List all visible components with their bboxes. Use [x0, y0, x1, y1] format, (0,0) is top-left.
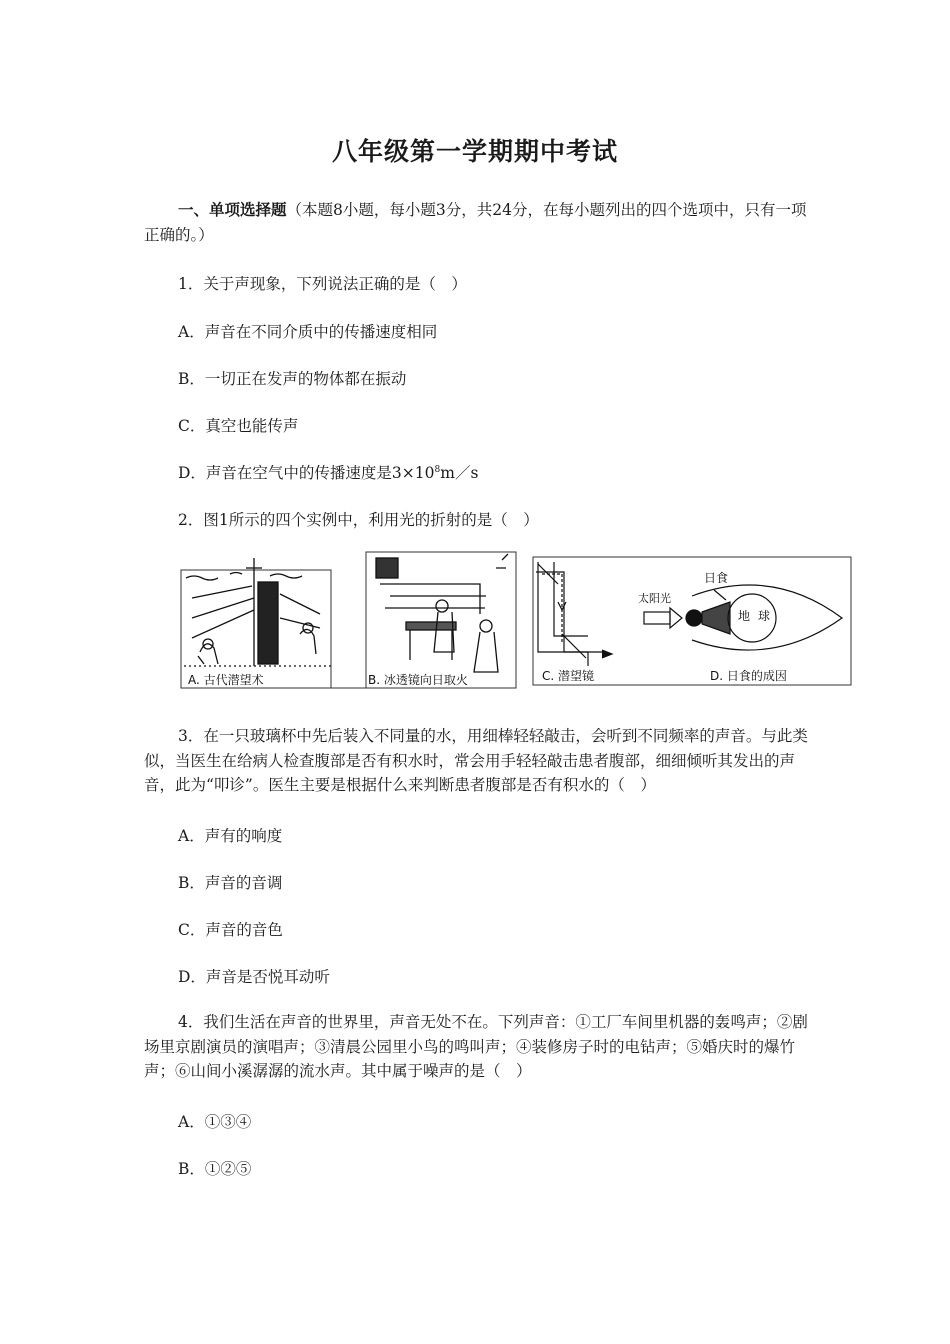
q4-stem: 4．我们生活在声音的世界里，声音无处不在。下列声音：①工厂车间里机器的轰鸣声；②剧场里京剧演员的演唱声；③清晨公园里小鸟的鸣叫声；④装修房子时的电钻声；⑤婚庆时的爆竹声；⑥山间小溪潺潺的流水声。其中属于噪声的是（ ） [144, 1013, 808, 1080]
section-note: （本题8小题，每小题3分，共24分，在每小题列出的四个选项中，只有一项正确的。） [144, 201, 807, 244]
q3-option-d: D．声音是否悦耳动听 [178, 968, 330, 986]
figure-1-panel-cd [532, 556, 852, 688]
q1-option-b: B．一切正在发声的物体都在振动 [178, 370, 407, 388]
q3-option-b: B．声音的音调 [178, 874, 283, 892]
caption-d: D. 日食的成因 [710, 669, 787, 683]
label-earth-2: 球 [758, 609, 771, 623]
q1-option-a: A．声音在不同介质中的传播速度相同 [178, 323, 438, 341]
ice-lens-illustration [376, 554, 508, 672]
periscope-diagram [536, 562, 612, 666]
page-title: 八年级第一学期期中考试 [331, 137, 618, 166]
q1-option-d [178, 461, 478, 483]
caption-b: B. 冰透镜向日取火 [368, 673, 468, 687]
q2-stem: 2．图1所示的四个实例中，利用光的折射的是（ ） [178, 511, 539, 529]
caption-c: C. 潜望镜 [542, 669, 595, 683]
q1-option-d-text: D．声音在空气中的传播速度是3×10 [178, 464, 435, 482]
q1-option-c: C．真空也能传声 [178, 417, 299, 435]
q3-option-c: C．声音的音色 [178, 921, 283, 939]
caption-a: A. 古代潜望术 [188, 673, 264, 687]
label-earth-1: 地 [738, 609, 751, 623]
q1-option-d-unit: m／s [440, 464, 479, 482]
section-instructions [144, 198, 808, 247]
q1-stem: 1．关于声现象，下列说法正确的是（ ） [178, 275, 467, 293]
q3-stem: 3．在一只玻璃杯中先后装入不同量的水，用细棒轻轻敲击，会听到不同频率的声音。与此类似，当医生在给病人检查腹部是否有积水时，常会用手轻轻敲击患者腹部，细细倾听其发出的声音，此为“叩诊”。医生主要是根据什么来判断患者腹部是否有积水的（ ） [144, 727, 808, 794]
ancient-periscope-illustration [184, 558, 332, 666]
q1-option-d-exponent: 8 [434, 464, 441, 475]
section-heading: 一、单项选择题 [178, 201, 287, 219]
figure-1-panel-ab [180, 548, 518, 692]
label-eclipse: 日食 [704, 571, 729, 585]
panel-a-frame [181, 570, 331, 688]
sunlight-arrow-icon [644, 612, 670, 624]
q3-option-a: A．声有的响度 [178, 827, 283, 845]
moon-icon [686, 610, 702, 626]
label-sunlight: 太阳光 [638, 592, 671, 605]
q4-option-a: A．①③④ [178, 1113, 252, 1131]
q4-option-b: B．①②⑤ [178, 1160, 252, 1178]
